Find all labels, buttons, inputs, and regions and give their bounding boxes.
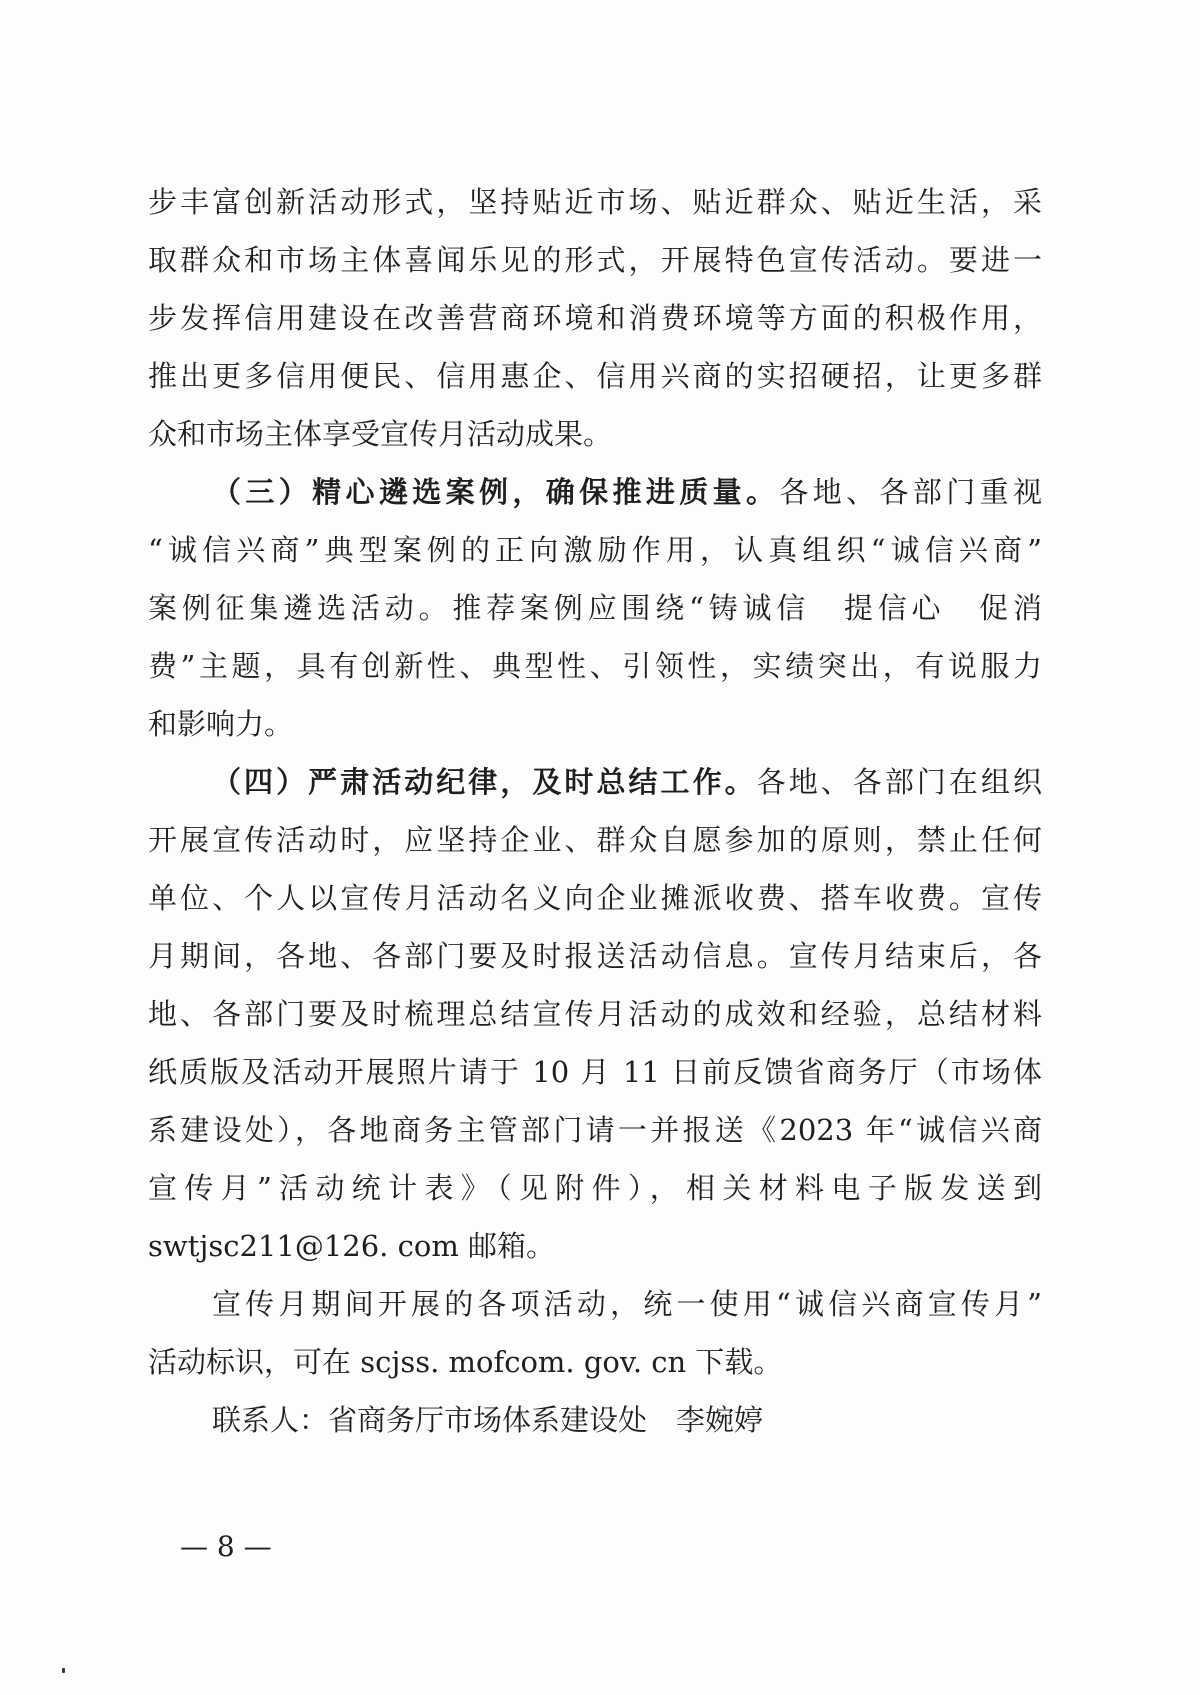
page-number: — 8 — bbox=[180, 1530, 272, 1563]
body-text-line: 众和市场主体享受宣传月活动成果。 bbox=[148, 417, 613, 451]
body-text-line: 宣传月”活动统计表》（见附件），相关材料电子版发送到 bbox=[148, 1171, 1042, 1205]
body-text-line: 取群众和市场主体喜闻乐见的形式，开展特色宣传活动。要进一 bbox=[148, 243, 1042, 277]
body-text-line: 宣传月期间开展的各项活动，统一使用“诚信兴商宣传月” bbox=[212, 1287, 1042, 1321]
body-text-line: 案例征集遴选活动。推荐案例应围绕“铸诚信 提信心 促消 bbox=[148, 591, 1042, 625]
section-4-heading-rest: 各地、各部门在组织 bbox=[756, 765, 1042, 799]
body-text-line: 费”主题，具有创新性、典型性、引领性，实绩突出，有说服力 bbox=[148, 649, 1042, 683]
section-3-heading: （三）精心遴选案例，确保推进质量。 bbox=[212, 475, 780, 509]
body-text-line: 步发挥信用建设在改善营商环境和消费环境等方面的积极作用， bbox=[148, 301, 1042, 335]
scan-speck bbox=[62, 1668, 65, 1673]
body-text-line: 纸质版及活动开展照片请于 10 月 11 日前反馈省商务厅（市场体 bbox=[148, 1055, 1042, 1089]
body-text-line: 推出更多信用便民、信用惠企、信用兴商的实招硬招，让更多群 bbox=[148, 359, 1042, 393]
section-4-heading: （四）严肃活动纪律，及时总结工作。 bbox=[212, 765, 757, 799]
body-text-line: 单位、个人以宣传月活动名义向企业摊派收费、搭车收费。宣传 bbox=[148, 881, 1042, 915]
body-text-line: 地、各部门要及时梳理总结宣传月活动的成效和经验，总结材料 bbox=[148, 997, 1042, 1031]
body-text-line: 和影响力。 bbox=[148, 707, 294, 741]
body-text-line: 系建设处），各地商务主管部门请一并报送《2023 年“诚信兴商 bbox=[148, 1113, 1042, 1147]
body-text-line: 开展宣传活动时，应坚持企业、群众自愿参加的原则，禁止任何 bbox=[148, 823, 1042, 857]
website-line: 活动标识，可在 scjss. mofcom. gov. cn 下载。 bbox=[148, 1345, 783, 1379]
section-3-first-line bbox=[212, 472, 1042, 512]
contact-line: 联系人：省商务厅市场体系建设处 李婉婷 bbox=[212, 1403, 764, 1437]
body-text-line: “诚信兴商”典型案例的正向激励作用，认真组织“诚信兴商” bbox=[148, 533, 1042, 567]
email-line: swtjsc211@126. com 邮箱。 bbox=[148, 1229, 556, 1263]
section-4-first-line bbox=[212, 762, 1042, 802]
body-text-line: 步丰富创新活动形式，坚持贴近市场、贴近群众、贴近生活，采 bbox=[148, 185, 1042, 219]
section-3-heading-rest: 各地、各部门重视 bbox=[779, 475, 1042, 509]
body-text-line: 月期间，各地、各部门要及时报送活动信息。宣传月结束后，各 bbox=[148, 939, 1042, 973]
